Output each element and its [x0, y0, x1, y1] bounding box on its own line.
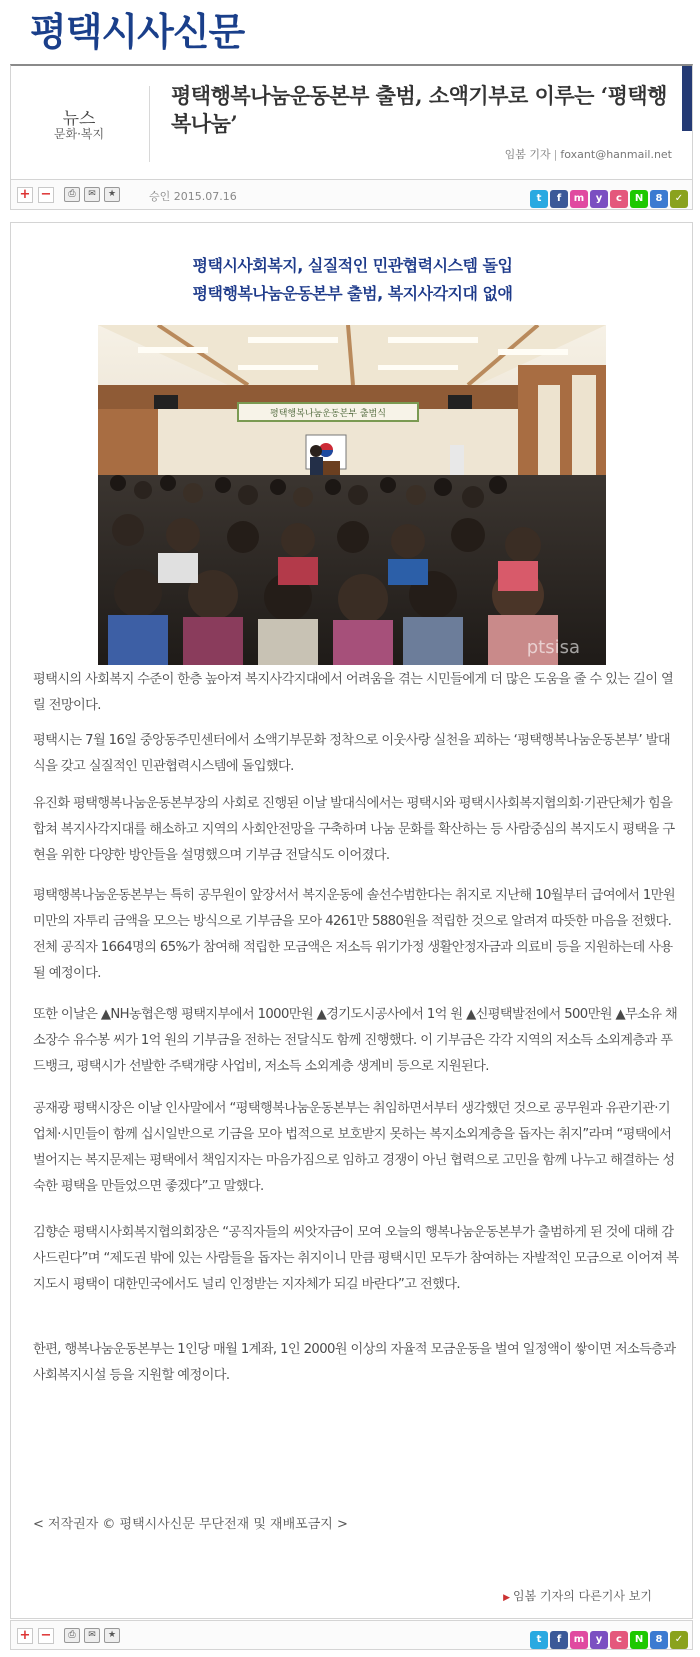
bookmark-icon[interactable]: ✓ [670, 1631, 688, 1649]
byline-separator: | [553, 148, 558, 161]
paragraph-5: 또한 이날은 ▲NH농협은행 평택지부에서 1000만원 ▲경기도시공사에서 1억 원 ▲신평택발전에서 500만원 ▲무소유 채소장수 유수봉 씨가 1억 원의 기부금을 전하는 전달식도 함께 진행했다. 이 기부금은 각각 지역의 저소득 소외계층과 푸드뱅크, 평택시가 선발한 주택개량 사업비, 저소득 소외계층 생계비 등으로 지원된다. [33, 1007, 678, 1074]
scrap-icon[interactable]: ★ [104, 1628, 120, 1643]
me2day-icon[interactable]: m [570, 190, 588, 208]
approved-date: 승인 2015.07.16 [149, 190, 237, 203]
article-subhead-2: 평택행복나눔운동본부 출범, 복지사각지대 없애 [192, 284, 513, 303]
article-toolbar-top [10, 180, 693, 210]
font-increase-button[interactable]: + [17, 187, 33, 203]
reporter-name: 임봄 기자 [504, 148, 551, 161]
launch-ceremony-photo [98, 325, 606, 665]
copyright-notice: < 저작권자 © 평택시사신문 무단전재 및 재배포금지 > [33, 1517, 348, 1532]
article-header [10, 64, 693, 180]
facebook-icon[interactable]: f [550, 190, 568, 208]
paragraph-7: 김향순 평택시사회복지협의회장은 “공직자들의 씨앗자금이 모여 오늘의 행복나눔운동본부가 출범하게 된 것에 대해 감사드린다”며 “제도권 밖에 있는 사람들을 돕자는 취지이니 만큼 평택시민 모두가 참여하는 자발적인 모금으로 이어져 복지도시 평택이 대한민국에서도 널리 인정받는 지자체가 되길 바란다”고 전했다. [33, 1225, 679, 1292]
me2day-icon[interactable]: m [570, 1631, 588, 1649]
naver-icon[interactable]: N [630, 190, 648, 208]
photo-watermark: ptsisa [526, 637, 580, 658]
site-logo[interactable]: 평택시사신문 [30, 10, 245, 54]
share-buttons [528, 186, 688, 204]
paragraph-8: 한편, 행복나눔운동본부는 1인당 매월 1계좌, 1인 2000원 이상의 자율적 모금운동을 벌여 일정액이 쌓이면 저소득층과 사회복지시설 등을 지원할 예정이다. [33, 1342, 676, 1383]
cyworld-icon[interactable]: c [610, 1631, 628, 1649]
yozm-icon[interactable]: y [590, 1631, 608, 1649]
email-icon[interactable]: ✉ [84, 1628, 100, 1643]
section-label [11, 66, 147, 180]
photo-banner-text: 평택행복나눔운동본부 출범식 [270, 409, 386, 419]
email-icon[interactable]: ✉ [84, 187, 100, 202]
other-articles-label: 임봄 기자의 다른기사 보기 [513, 1589, 652, 1603]
arrow-right-icon: ▶ [503, 1593, 511, 1603]
print-icon[interactable]: ⎙ [64, 1628, 80, 1643]
section-main[interactable]: 뉴스 [62, 109, 96, 129]
twitter-icon[interactable]: t [530, 1631, 548, 1649]
masthead [0, 0, 700, 64]
bookmark-icon[interactable]: ✓ [670, 190, 688, 208]
print-icon[interactable]: ⎙ [64, 187, 80, 202]
paragraph-4: 평택행복나눔운동본부는 특히 공무원이 앞장서서 복지운동에 솔선수범한다는 취지로 지난해 10월부터 급여에서 1만원 미만의 자투리 금액을 모으는 방식으로 기부금을 모아 4261만 5880원을 적립한 것으로 알려져 따뜻한 마음을 전했다. 전체 공직자 1664명의 65%가 참여해 적립한 모금액은 저소득 위기가정 생활안정자금과 의료비 등을 지원하는데 사용될 예정이다. [33, 888, 675, 981]
font-decrease-button[interactable]: − [38, 187, 54, 203]
header-divider [149, 86, 150, 162]
header-scroll-handle[interactable] [682, 66, 692, 131]
article-subhead-1: 평택시사회복지, 실질적인 민관협력시스템 돌입 [192, 256, 513, 275]
font-decrease-button[interactable]: − [38, 1628, 54, 1644]
facebook-icon[interactable]: f [550, 1631, 568, 1649]
article-photo [98, 325, 606, 665]
article-toolbar-bottom [10, 1620, 693, 1650]
google-plus-icon[interactable]: 8 [650, 1631, 668, 1649]
byline [505, 146, 672, 162]
font-increase-button[interactable]: + [17, 1628, 33, 1644]
twitter-icon[interactable]: t [530, 190, 548, 208]
yozm-icon[interactable]: y [590, 190, 608, 208]
reporter-other-articles-link[interactable] [503, 1587, 652, 1604]
google-plus-icon[interactable]: 8 [650, 190, 668, 208]
reporter-email[interactable]: foxant@hanmail.net [560, 148, 672, 161]
paragraph-1: 평택시의 사회복지 수준이 한층 높아져 복지사각지대에서 어려움을 겪는 시민들에게 더 많은 도움을 줄 수 있는 길이 열릴 전망이다. [33, 672, 674, 713]
article-headline: 평택행복나눔운동본부 출범, 소액기부로 이루는 ‘평택행복나눔’ [171, 83, 667, 136]
naver-icon[interactable]: N [630, 1631, 648, 1649]
paragraph-2: 평택시는 7월 16일 중앙동주민센터에서 소액기부문화 정착으로 이웃사랑 실천을 꾀하는 ‘평택행복나눔운동본부’ 발대식을 갖고 실질적인 민관협력시스템에 돌입했다. [33, 733, 671, 774]
section-sub[interactable]: 문화·복지 [53, 127, 105, 141]
article-body [10, 222, 693, 1619]
share-buttons [528, 1627, 688, 1645]
paragraph-6: 공재광 평택시장은 이날 인사말에서 “평택행복나눔운동본부는 취임하면서부터 생각했던 것으로 공무원과 유관기관·기업체·시민들이 함께 십시일반으로 기금을 모아 법적으로 보호받지 못하는 복지소외계층을 돕자는 취지”라며 “평택에서 벌어지는 복지문제는 평택에서 책임지자는 마음가짐으로 임하고 경쟁이 아닌 협력으로 고민을 함께 나누고 해결하는 성숙한 평택을 만들었으면 좋겠다”고 말했다. [33, 1101, 675, 1194]
cyworld-icon[interactable]: c [610, 190, 628, 208]
scrap-icon[interactable]: ★ [104, 187, 120, 202]
paragraph-3: 유진화 평택행복나눔운동본부장의 사회로 진행된 이날 발대식에서는 평택시와 평택시사회복지협의회·기관단체가 힘을 합쳐 복지사각지대를 해소하고 지역의 사회안전망을 구축하며 나눔 문화를 확산하는 등 사람중심의 복지도시 평택을 구현을 위한 다양한 방안들을 설명했으며 기부금 전달식도 이어졌다. [33, 796, 675, 863]
